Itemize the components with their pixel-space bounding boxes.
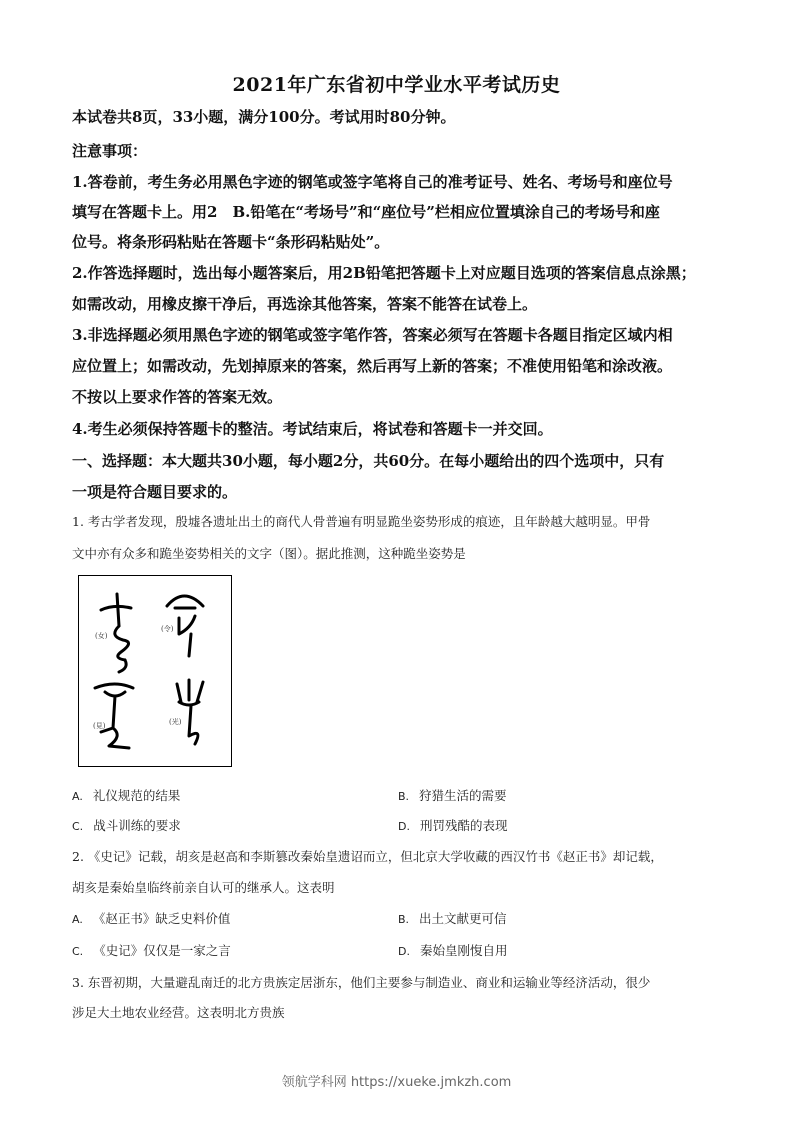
figure-label: (女): [95, 632, 108, 640]
glyph-ling-stroke: [167, 596, 203, 606]
note-line: 3.非选择题必须用黑色字迹的钢笔或签字笔作答，答案必须写在答题卡各题目指定区域内相: [72, 326, 673, 344]
note-line: 2.作答选择题时，选出每小题答案后，用2B铅笔把答题卡上对应题目选项的答案信息点涂黑；: [72, 264, 696, 282]
q1-stem-cont: 文中亦有众多和跪坐姿势相关的文字（图）。据此推测，这种跪坐姿势是: [72, 546, 466, 561]
glyph-ling-stroke: [189, 634, 191, 656]
figure-label: (令): [161, 625, 174, 633]
notes-heading: 注意事项：: [72, 142, 148, 160]
oracle-bone-glyphs: [79, 576, 233, 768]
q2-option-b[interactable]: B. 出土文献更可信: [398, 911, 507, 926]
note-line: 1.答卷前，考生务必用黑色字迹的钢笔或签字笔将自己的准考证号、姓名、考场号和座位号: [72, 173, 673, 191]
q2-stem: 2. 《史记》记载，胡亥是赵高和李斯篡改秦始皇遗诏而立，但北京大学收藏的西汉竹书《赵正书》却记载，: [72, 849, 663, 864]
q3-stem-cont: 涉足大土地农业经营。这表明北方贵族: [72, 1005, 285, 1020]
q1-option-b[interactable]: B. 狩猎生活的需要: [398, 788, 507, 803]
glyph-jian-stroke: [95, 684, 133, 688]
q2-option-a[interactable]: A. 《赵正书》缺乏史料价值: [72, 911, 231, 926]
q2-stem-cont: 胡亥是秦始皇临终前亲自认可的继承人。这表明: [72, 880, 335, 895]
q3-stem: 3. 东晋初期，大量避乱南迁的北方贵族定居浙东，他们主要参与制造业、商业和运输业等经济活动，很少: [72, 975, 651, 990]
section-heading-cont: 一项是符合题目要求的。: [72, 483, 238, 501]
glyph-nv-stroke: [117, 594, 119, 626]
glyph-nv-stroke: [119, 660, 126, 672]
note-line: 4.考生必须保持答题卡的整洁。考试结束后，将试卷和答题卡一并交回。: [72, 420, 553, 438]
glyph-guang-stroke: [179, 702, 199, 705]
glyph-nv-stroke: [101, 606, 131, 610]
note-line: 不按以上要求作答的答案无效。: [72, 388, 283, 406]
note-line: 位号。将条形码粘贴在答题卡“条形码粘贴处”。: [72, 233, 390, 251]
footer-watermark: 领航学科网 https://xueke.jmkzh.com: [281, 1075, 512, 1090]
oracle-bone-figure: [78, 575, 232, 767]
glyph-guang-stroke: [177, 680, 203, 702]
note-line: 应位置上；如需改动，先划掉原来的答案，然后再写上新的答案；不准使用铅笔和涂改液。: [72, 357, 673, 375]
figure-label: (見): [93, 722, 106, 730]
q1-option-a[interactable]: A. 礼仪规范的结果: [72, 788, 181, 803]
section-heading: 一、选择题：本大题共30小题，每小题2分，共60分。在每小题给出的四个选项中，只有: [72, 452, 665, 470]
glyph-nv-stroke: [115, 626, 129, 660]
intro-text: 本试卷共8页，33小题，满分100分。考试用时80分钟。: [72, 108, 456, 126]
q1-option-c[interactable]: C. 战斗训练的要求: [72, 818, 181, 833]
figure-label: (光): [169, 718, 182, 726]
page-title: 2021年广东省初中学业水平考试历史: [232, 74, 561, 96]
q2-option-d[interactable]: D. 秦始皇刚愎自用: [398, 943, 508, 958]
glyph-jian-stroke: [109, 728, 129, 748]
note-line: 如需改动，用橡皮擦干净后，再选涂其他答案，答案不能答在试卷上。: [72, 295, 538, 313]
q2-option-c[interactable]: C. 《史记》仅仅是一家之言: [72, 943, 231, 958]
glyph-ling-stroke: [179, 616, 195, 634]
glyph-guang-stroke: [189, 706, 198, 744]
note-line: 填写在答题卡上。用2 B.铅笔在“考场号”和“座位号”栏相应位置填涂自己的考场号和座: [72, 203, 660, 221]
q1-option-d[interactable]: D. 刑罚残酷的表现: [398, 818, 508, 833]
q1-stem: 1. 考古学者发现，殷墟各遗址出土的商代人骨普遍有明显跪坐姿势形成的痕迹，且年龄越大越明显。甲骨: [72, 514, 651, 529]
